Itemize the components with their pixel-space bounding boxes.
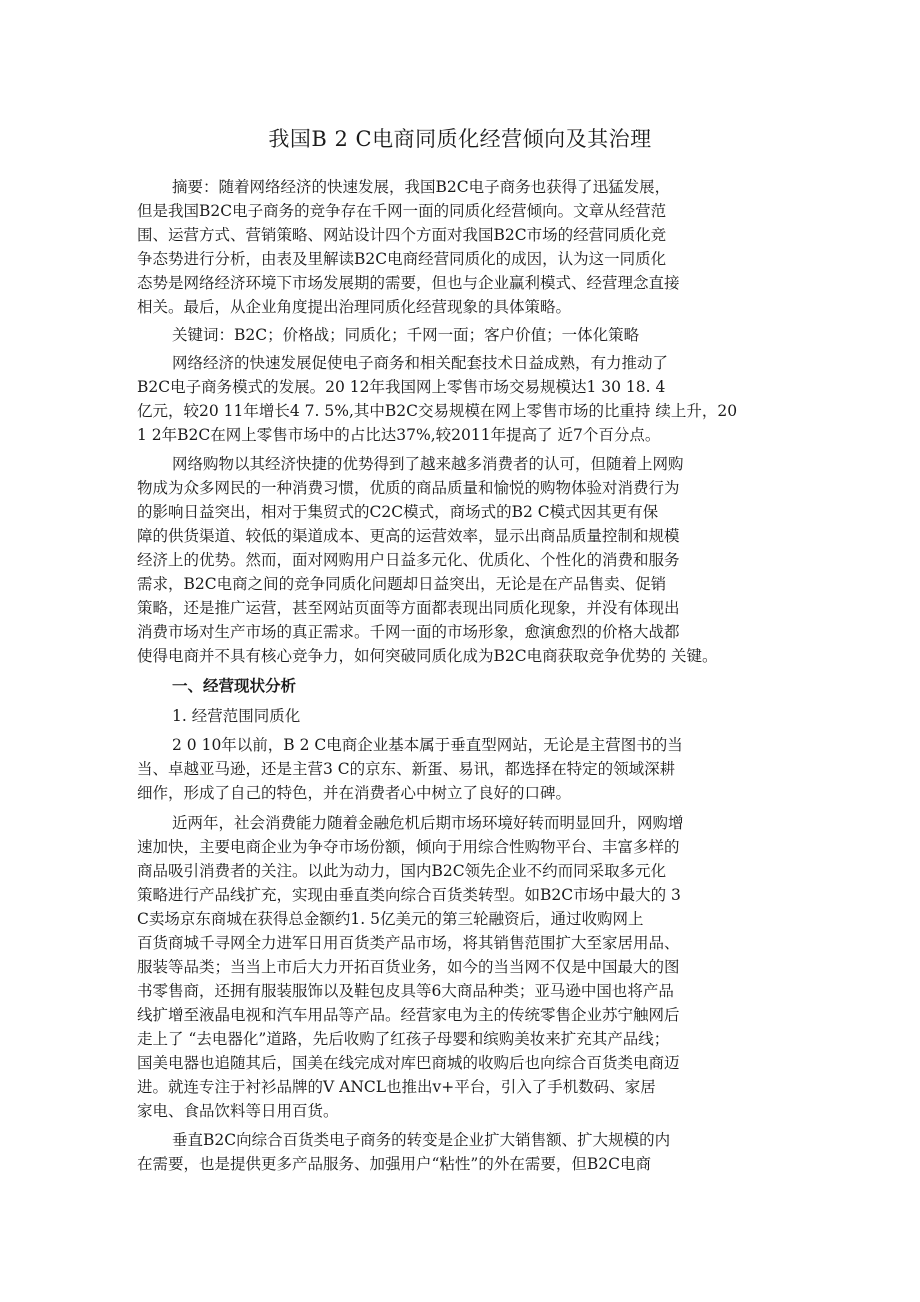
paragraph-line: 商品吸引消费者的关注。以此为动力，国内B2C领先企业不约而同采取多元化	[137, 862, 667, 880]
abstract-line: 态势是网络经济环境下市场发展期的需要，但也与企业赢利模式、经营理念直接	[137, 274, 680, 292]
paragraph-line: 线扩增至液晶电视和汽车用品等产品。经营家电为主的传统零售企业苏宁触网后	[137, 1006, 680, 1024]
paragraph-line: 百货商城千寻网全力进军日用百货类产品市场，将其销售范围扩大至家居用品、	[137, 934, 680, 952]
paragraph-line: 细作，形成了自己的特色，并在消费者心中树立了良好的口碑。	[137, 784, 572, 802]
paragraph-line: 经济上的优势。然而，面对网购用户日益多元化、优质化、个性化的消费和服务	[137, 551, 680, 569]
paragraph-line: 网络经济的快速发展促使电子商务和相关配套技术日益成熟，有力推动了	[172, 354, 669, 372]
paragraph-line: C卖场京东商城在获得总金额约1. 5亿美元的第三轮融资后，通过收购网上	[137, 910, 644, 928]
abstract-line: 但是我国B2C电子商务的竞争存在千网一面的同质化经营倾向。文章从经营范	[137, 202, 667, 220]
paragraph-line: B2C电子商务模式的发展。20 12年我国网上零售市场交易规模达1 30 18. 4	[137, 378, 666, 396]
paragraph-line: 消费市场对生产市场的真正需求。千网一面的市场形象，愈演愈烈的价格大战都	[137, 623, 680, 641]
paragraph-line: 国美电器也追随其后，国美在线完成对库巴商城的收购后也向综合百货类电商迈	[137, 1054, 680, 1072]
paragraph-line: 家电、食品饮料等日用百货。	[137, 1102, 339, 1120]
section-heading: 一、经营现状分析	[172, 676, 297, 695]
paragraph-line: 当、卓越亚马逊，还是主营3 C的京东、新蛋、易讯，都选择在特定的领域深耕	[137, 760, 676, 778]
paragraph-line: 2 0 10年以前，B 2 C电商企业基本属于垂直型网站，无论是主营图书的当	[172, 736, 683, 754]
paragraph-line: 书零售商，还拥有服装服饰以及鞋包皮具等6大商品种类；亚马逊中国也将产品	[137, 982, 674, 1000]
paragraph-line: 物成为众多网民的一种消费习惯，优质的商品质量和愉悦的购物体验对消费行为	[137, 479, 680, 497]
paragraph-line: 使得电商并不具有核心竞争力，如何突破同质化成为B2C电商获取竞争优势的 关键。	[137, 647, 718, 665]
abstract-line: 摘要：随着网络经济的快速发展，我国B2C电子商务也获得了迅猛发展，	[172, 178, 671, 196]
paragraph-line: 服装等品类；当当上市后大力开拓百货业务，如今的当当网不仅是中国最大的图	[137, 958, 680, 976]
paragraph-line: 的影响日益突出，相对于集贸式的C2C模式，商场式的B2 C模式因其更有保	[137, 503, 659, 521]
paragraph-line: 需求，B2C电商之间的竞争同质化问题却日益突出，无论是在产品售卖、促销	[137, 575, 667, 593]
paragraph-line: 在需要，也是提供更多产品服务、加强用户“粘性”的外在需要，但B2C电商	[137, 1155, 651, 1173]
paragraph-line: 网络购物以其经济快捷的优势得到了越来越多消费者的认可，但随着上网购	[172, 455, 684, 473]
paragraph-line: 亿元，较20 11年增长4 7. 5%,其中B2C交易规模在网上零售市场的比重持 续上升，20	[137, 402, 738, 420]
abstract-line: 相关。最后，从企业角度提出治理同质化经营现象的具体策略。	[137, 298, 572, 316]
document-title: 我国B 2 C电商同质化经营倾向及其治理	[268, 127, 652, 151]
paragraph-line: 速加快，主要电商企业为争夺市场份额，倾向于用综合性购物平台、丰富多样的	[137, 838, 680, 856]
paragraph-line: 近两年，社会消费能力随着金融危机后期市场环境好转而明显回升，网购增	[172, 814, 684, 832]
subsection-heading: 1. 经营范围同质化	[172, 707, 301, 725]
paragraph-line: 走上了 “去电器化”道路，先后收购了红孩子母婴和缤购美妆来扩充其产品线；	[137, 1030, 670, 1048]
paragraph-line: 策略进行产品线扩充，实现由垂直类向综合百货类转型。如B2C市场中最大的 3	[137, 886, 681, 904]
paragraph-line: 垂直B2C向综合百货类电子商务的转变是企业扩大销售额、扩大规模的内	[172, 1131, 671, 1149]
paragraph-line: 1 2年B2C在网上零售市场中的占比达37%,较2011年提高了 近7个百分点。	[137, 426, 661, 444]
paragraph-line: 障的供货渠道、较低的渠道成本、更高的运营效率，显示出商品质量控制和规模	[137, 527, 680, 545]
paragraph-line: 进。就连专注于衬衫品牌的V ANCL也推出v+平台，引入了手机数码、家居	[137, 1078, 656, 1096]
abstract-line: 争态势进行分析，由表及里解读B2C电商经营同质化的成因，认为这一同质化	[137, 250, 667, 268]
abstract-line: 围、运营方式、营销策略、网站设计四个方面对我国B2C市场的经营同质化竞	[137, 226, 667, 244]
keywords-line: 关键词：B2C；价格战；同质化；千网一面；客户价值；一体化策略	[172, 326, 640, 344]
paragraph-line: 策略，还是推广运营，甚至网站页面等方面都表现出同质化现象，并没有体现出	[137, 599, 680, 617]
